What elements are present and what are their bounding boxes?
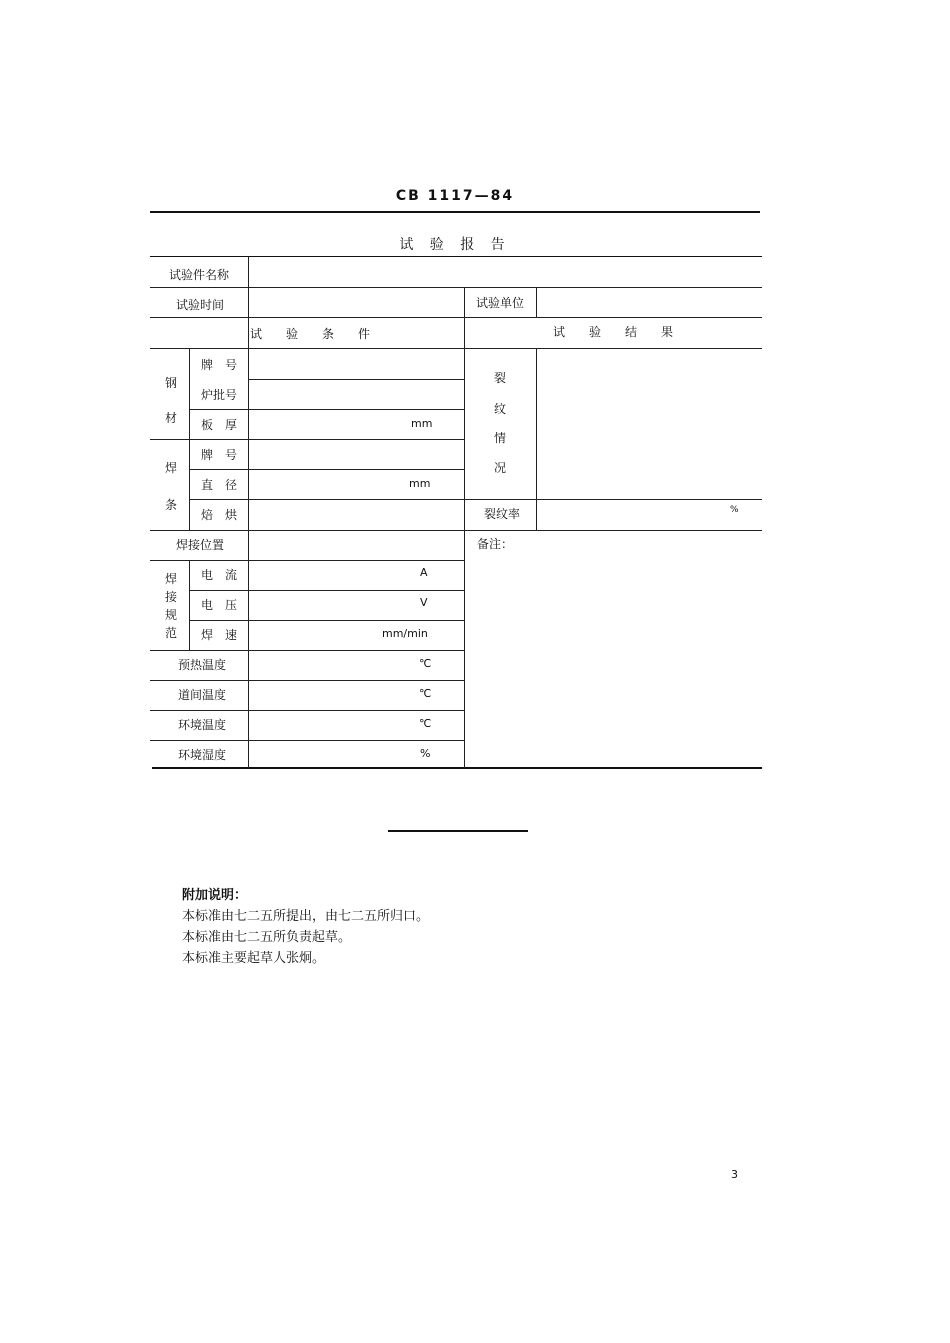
current-unit: A (420, 566, 428, 579)
row-line (190, 469, 464, 470)
speed-label: 焊 速 (201, 628, 238, 642)
col-line (464, 287, 465, 768)
additional-notes (182, 885, 429, 969)
preheat-unit: ℃ (419, 657, 432, 670)
row-line (150, 740, 464, 741)
crack-rate-unit: % (730, 505, 739, 515)
steel-batch-label: 炉批号 (201, 388, 238, 402)
notes-line: 本标准由七二五所提出，由七二五所归口。 (182, 909, 430, 924)
welding-position-label: 焊接位置 (176, 538, 225, 552)
steel-group-char: 材 (165, 411, 178, 425)
row-line (190, 499, 762, 500)
row-line (150, 439, 464, 440)
form-title: 试 验 报 告 (399, 237, 511, 253)
test-time-label: 试验时间 (176, 298, 225, 312)
interpass-temp-label: 道间温度 (178, 688, 227, 702)
top-rule (150, 211, 760, 213)
interpass-unit: ℃ (419, 687, 432, 700)
electrode-group-char: 条 (165, 498, 178, 512)
steel-thickness-unit: mm (411, 417, 433, 430)
col-line (536, 348, 537, 530)
crack-char: 情 (494, 431, 507, 445)
col-line (189, 348, 190, 530)
crack-char: 况 (494, 461, 507, 475)
electrode-diameter-label: 直 径 (201, 478, 238, 492)
spec-group-char: 接 (165, 590, 178, 604)
row-line (248, 379, 464, 380)
col-line (248, 348, 249, 530)
row-line (150, 348, 762, 349)
row-line (150, 560, 464, 561)
row-line (190, 409, 464, 410)
conditions-header: 试 验 条 件 (250, 327, 371, 341)
crack-char: 纹 (494, 402, 507, 416)
title-rule (150, 256, 762, 257)
row-line (150, 287, 762, 288)
electrode-grade-label: 牌 号 (201, 448, 238, 462)
table-bottom-rule (152, 767, 762, 769)
spec-group-char: 范 (165, 626, 178, 640)
steel-group-char: 钢 (165, 376, 178, 390)
row-line (150, 530, 762, 531)
remarks-label: 备注： (477, 537, 514, 551)
col-line (536, 287, 537, 318)
preheat-temp-label: 预热温度 (178, 658, 227, 672)
voltage-unit: V (420, 596, 428, 609)
notes-line: 本标准主要起草人张炯。 (182, 951, 326, 966)
current-label: 电 流 (201, 568, 238, 582)
document-code: CB 1117—84 (395, 188, 515, 204)
col-line (248, 560, 249, 768)
ambient-humidity-label: 环境湿度 (178, 748, 227, 762)
row-line (190, 620, 464, 621)
ambient-temp-unit: ℃ (419, 717, 432, 730)
test-unit-label: 试验单位 (476, 296, 525, 310)
voltage-label: 电 压 (201, 598, 238, 612)
col-line (248, 530, 249, 560)
spec-group-char: 焊 (165, 572, 178, 586)
col-line (248, 257, 249, 348)
row-line (150, 680, 464, 681)
electrode-baking-label: 焙 烘 (201, 508, 238, 522)
row-line (190, 590, 464, 591)
page-number: 3 (731, 1168, 738, 1181)
row-line (150, 650, 464, 651)
notes-heading: 附加说明： (182, 888, 248, 903)
spec-group-char: 规 (165, 608, 178, 622)
electrode-group-char: 焊 (165, 461, 178, 475)
speed-unit: mm/min (382, 627, 428, 640)
crack-char: 裂 (494, 371, 507, 385)
notes-line: 本标准由七二五所负责起草。 (182, 930, 352, 945)
electrode-diameter-unit: mm (409, 477, 431, 490)
section-end-rule (388, 830, 528, 832)
specimen-name-label: 试验件名称 (169, 268, 230, 282)
steel-grade-label: 牌 号 (201, 358, 238, 372)
row-line (150, 317, 762, 318)
col-line (189, 560, 190, 650)
ambient-temp-label: 环境温度 (178, 718, 227, 732)
steel-thickness-label: 板 厚 (201, 418, 238, 432)
row-line (150, 710, 464, 711)
results-header: 试 验 结 果 (553, 325, 674, 339)
ambient-humidity-unit: % (420, 747, 431, 760)
crack-rate-label: 裂纹率 (484, 507, 521, 521)
